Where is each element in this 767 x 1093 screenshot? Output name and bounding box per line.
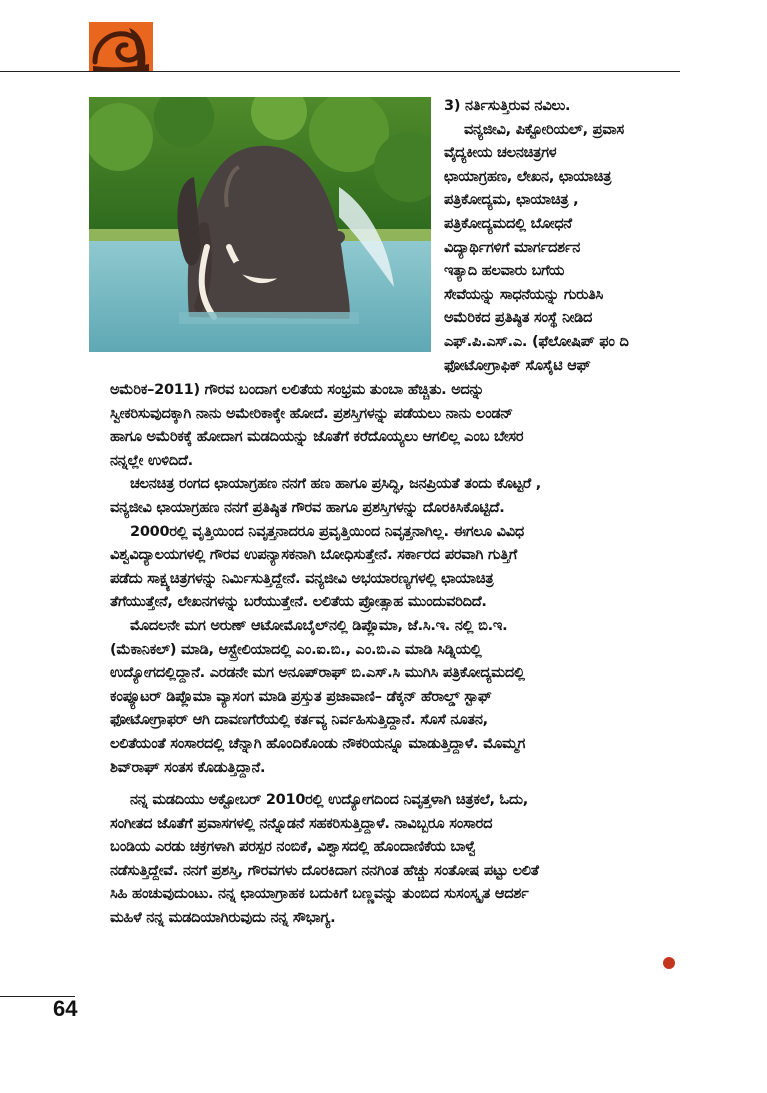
elephant-photo [89,97,431,352]
body-line: ಅಮೆರಿಕ–2011) ಗೌರವ ಬಂದಾಗ ಲಲಿತೆಯ ಸಂಭ್ರಮ ತುಂಬಾ ಹೆಚ್ಚಿತು. ಅದನ್ನು [110,382,485,398]
side-line: ವಿದ್ಯಾರ್ಥಿಗಳಿಗೆ ಮಾರ್ಗದರ್ಶನ [444,239,581,256]
body-line: ಉದ್ಯೋಗದಲ್ಲಿದ್ದಾನೆ. ಎರಡನೇ ಮಗ ಅನೂಪ್‌ರಾಘ್ ಬಿ.ಎಸ್.ಸಿ ಮುಗಿಸಿ ಪತ್ರಿಕೋದ್ಯಮದಲ್ಲಿ [110,665,525,682]
body-line: (ಮೆಕಾನಿಕಲ್) ಮಾಡಿ, ಆಸ್ಟ್ರೇಲಿಯಾದಲ್ಲಿ ಎಂ.ಐ.ಬಿ., ಎಂ.ಬಿ.ಎ ಮಾಡಿ ಸಿಡ್ನಿಯಲ್ಲಿ [110,641,482,658]
side-line: ಪತ್ರಿಕೋದ್ಯಮದಲ್ಲಿ ಬೋಧನೆ [444,215,572,232]
body-line: ಸಂಗೀತದ ಜೊತೆಗೆ ಪ್ರವಾಸಗಳಲ್ಲಿ ನನ್ನೊಡನೆ ಸಹಕರಿಸುತ್ತಿದ್ದಾಳೆ. ನಾವಿಬ್ಬರೂ ಸಂಸಾರದ [110,815,493,832]
body-line: ಶಿವ್‌ರಾಘ್ ಸಂತಸ ಕೊಡುತ್ತಿದ್ದಾನೆ. [110,759,266,776]
body-line: ವನ್ಯಜೀವಿ ಛಾಯಾಗ್ರಹಣ ನನಗೆ ಪ್ರತಿಷ್ಠಿತ ಗೌರವ ಹಾಗೂ ಪ್ರಶಸ್ತಿಗಳನ್ನು ದೊರಕಿಸಿಕೊಟ್ಟಿದೆ. [110,499,505,516]
header-rule [0,71,680,72]
body-line: ಲಲಿತೆಯಂತೆ ಸಂಸಾರದಲ್ಲಿ ಚೆನ್ನಾಗಿ ಹೊಂದಿಕೊಂಡು ನೌಕರಿಯನ್ನೂ ಮಾಡುತ್ತಿದ್ದಾಳೆ. ಮೊಮ್ಮಗ [110,735,526,752]
body-line: ಪಡೆದು ಸಾಕ್ಷ್ಯಚಿತ್ರಗಳನ್ನು ನಿರ್ಮಿಸುತ್ತಿದ್ದೇನೆ. ವನ್ಯಜೀವಿ ಅಭಯಾರಣ್ಯಗಳಲ್ಲಿ ಛಾಯಾಚಿತ್ರ [110,570,494,587]
publisher-logo-icon [89,22,153,72]
side-line: ಎಫ್.ಪಿ.ಎಸ್.ಎ. (ಫೆಲೋಷಿಪ್ ಫಂ ದಿ [444,333,629,350]
body-line: ಸಿಹಿ ಹಂಚುವುದುಂಟು. ನನ್ನ ಛಾಯಾಗ್ರಾಹಕ ಬದುಕಿಗೆ ಬಣ್ಣವನ್ನು ತುಂಬಿದ ಸುಸಂಸ್ಕೃತ ಆದರ್ಶ [110,886,529,903]
body-line: ಚಲನಚಿತ್ರ ರಂಗದ ಛಾಯಾಗ್ರಹಣ ನನಗೆ ಹಣ ಹಾಗೂ ಪ್ರಸಿದ್ಧಿ, ಜನಪ್ರಿಯತೆ ತಂದು ಕೊಟ್ಟರೆ , [130,476,542,493]
body-line: ನನ್ನ ಮಡದಿಯು ಅಕ್ಟೋಬರ್ 2010ರಲ್ಲಿ ಉದ್ಯೋಗದಿಂದ ನಿವೃತ್ತಳಾಗಿ ಚಿತ್ರಕಲೆ, ಓದು, [130,792,528,809]
body-line: ಫೋಟೋಗ್ರಾಫರ್ ಆಗಿ ದಾವಣಗೆರೆಯಲ್ಲಿ ಕರ್ತವ್ಯ ನಿರ್ವಹಿಸುತ್ತಿದ್ದಾನೆ. ಸೊಸೆ ನೂತನ, [110,712,488,729]
side-line: ಛಾಯಾಗ್ರಹಣ, ಲೇಖನ, ಛಾಯಾಚಿತ್ರ [444,168,612,185]
body-line: ಸ್ವೀಕರಿಸುವುದಕ್ಕಾಗಿ ನಾನು ಅಮೇರಿಕಾಕ್ಕೇ ಹೋದೆ. ಪ್ರಶಸ್ತಿಗಳನ್ನು ಪಡೆಯಲು ನಾನು ಲಂಡನ್ [110,405,513,422]
page-number: 64 [53,996,78,1021]
body-line: ಕಂಪ್ಯೂಟರ್ ಡಿಪ್ಲೊಮಾ ವ್ಯಾಸಂಗ ಮಾಡಿ ಪ್ರಸ್ತುತ ಪ್ರಜಾವಾಣಿ– ಡೆಕ್ಕನ್ ಹೆರಾಲ್ಡ್ ಸ್ಟಾಫ್ [110,688,492,705]
body-line: ವಿಶ್ವವಿದ್ಯಾಲಯಗಳಲ್ಲಿ ಗೌರವ ಉಪನ್ಯಾಸಕನಾಗಿ ಬೋಧಿಸುತ್ತೇನೆ. ಸರ್ಕಾರದ ಪರವಾಗಿ ಗುತ್ತಿಗೆ [110,547,518,564]
side-line: ಸೇವೆಯನ್ನು ಸಾಧನೆಯನ್ನು ಗುರುತಿಸಿ [444,286,604,303]
body-line: ಮೊದಲನೇ ಮಗ ಅರುಣ್ ಆಟೋಮೊಬೈಲ್‌ನಲ್ಲಿ ಡಿಪ್ಲೊಮಾ, ಜೆ.ಸಿ.ಇ. ನಲ್ಲಿ ಬಿ.ಇ. [130,617,508,634]
body-line: ಮಹಿಳೆ ನನ್ನ ಮಡದಿಯಾಗಿರುವುದು ನನ್ನ ಸೌಭಾಗ್ಯ. [110,910,336,927]
side-line: ವನ್ಯಜೀವಿ, ಪಿಕ್ಟೋರಿಯಲ್, ಪ್ರವಾಸ [464,121,624,138]
side-line: ಅಮೆರಿಕದ ಪ್ರತಿಷ್ಠಿತ ಸಂಸ್ಥೆ ನೀಡಿದ [444,310,593,327]
side-column-text [444,95,680,378]
body-line: ಬಂಡಿಯ ಎರಡು ಚಕ್ರಗಳಾಗಿ ಪರಸ್ಪರ ನಂಬಿಕೆ, ವಿಶ್ವಾಸದಲ್ಲಿ ಹೊಂದಾಣಿಕೆಯ ಬಾಳ್ವೆ [110,839,477,856]
body-line: ನಡೆಸುತ್ತಿದ್ದೇವೆ. ನನಗೆ ಪ್ರಶಸ್ತಿ, ಗೌರವಗಳು ದೊರಕಿದಾಗ ನನಗಿಂತ ಹೆಚ್ಚು ಸಂತೋಷ ಪಟ್ಟು ಲಲಿತೆ [110,862,539,879]
main-body-text [110,379,670,931]
side-line: 3) ನರ್ತಿಸುತ್ತಿರುವ ನವಿಲು. [444,98,571,114]
side-line: ಇತ್ಯಾದಿ ಹಲವಾರು ಬಗೆಯ [444,263,565,280]
side-line: ಫೋಟೋಗ್ರಾಫಿಕ್ ಸೊಸೈಟಿ ಆಫ್ [444,357,591,374]
body-line: ತೆಗೆಯುತ್ತೇನೆ, ಲೇಖನಗಳನ್ನು ಬರೆಯುತ್ತೇನೆ. ಲಲಿತೆಯ ಪ್ರೋತ್ಸಾಹ ಮುಂದುವರಿದಿದೆ. [110,594,487,611]
side-line: ವೈದ್ಯಕೀಯ ಚಲನಚಿತ್ರಗಳ [444,145,557,162]
body-line: ಹಾಗೂ ಅಮೆರಿಕಕ್ಕೆ ಹೋದಾಗ ಮಡದಿಯನ್ನು ಜೊತೆಗೆ ಕರೆದೊಯ್ಯಲು ಆಗಲಿಲ್ಲ ಎಂಬ ಬೇಸರ [110,429,524,446]
end-of-article-dot-icon [663,957,675,969]
side-line: ಪತ್ರಿಕೋದ್ಯಮ, ಛಾಯಾಚಿತ್ರ , [444,192,579,209]
body-line: 2000ರಲ್ಲಿ ವೃತ್ತಿಯಿಂದ ನಿವೃತ್ತನಾದರೂ ಪ್ರವೃತ್ತಿಯಿಂದ ನಿವೃತ್ತನಾಗಿಲ್ಲ. ಈಗಲೂ ವಿವಿಧ [130,523,524,540]
body-line: ನನ್ನಲ್ಲೇ ಉಳಿದಿದೆ. [110,452,193,469]
